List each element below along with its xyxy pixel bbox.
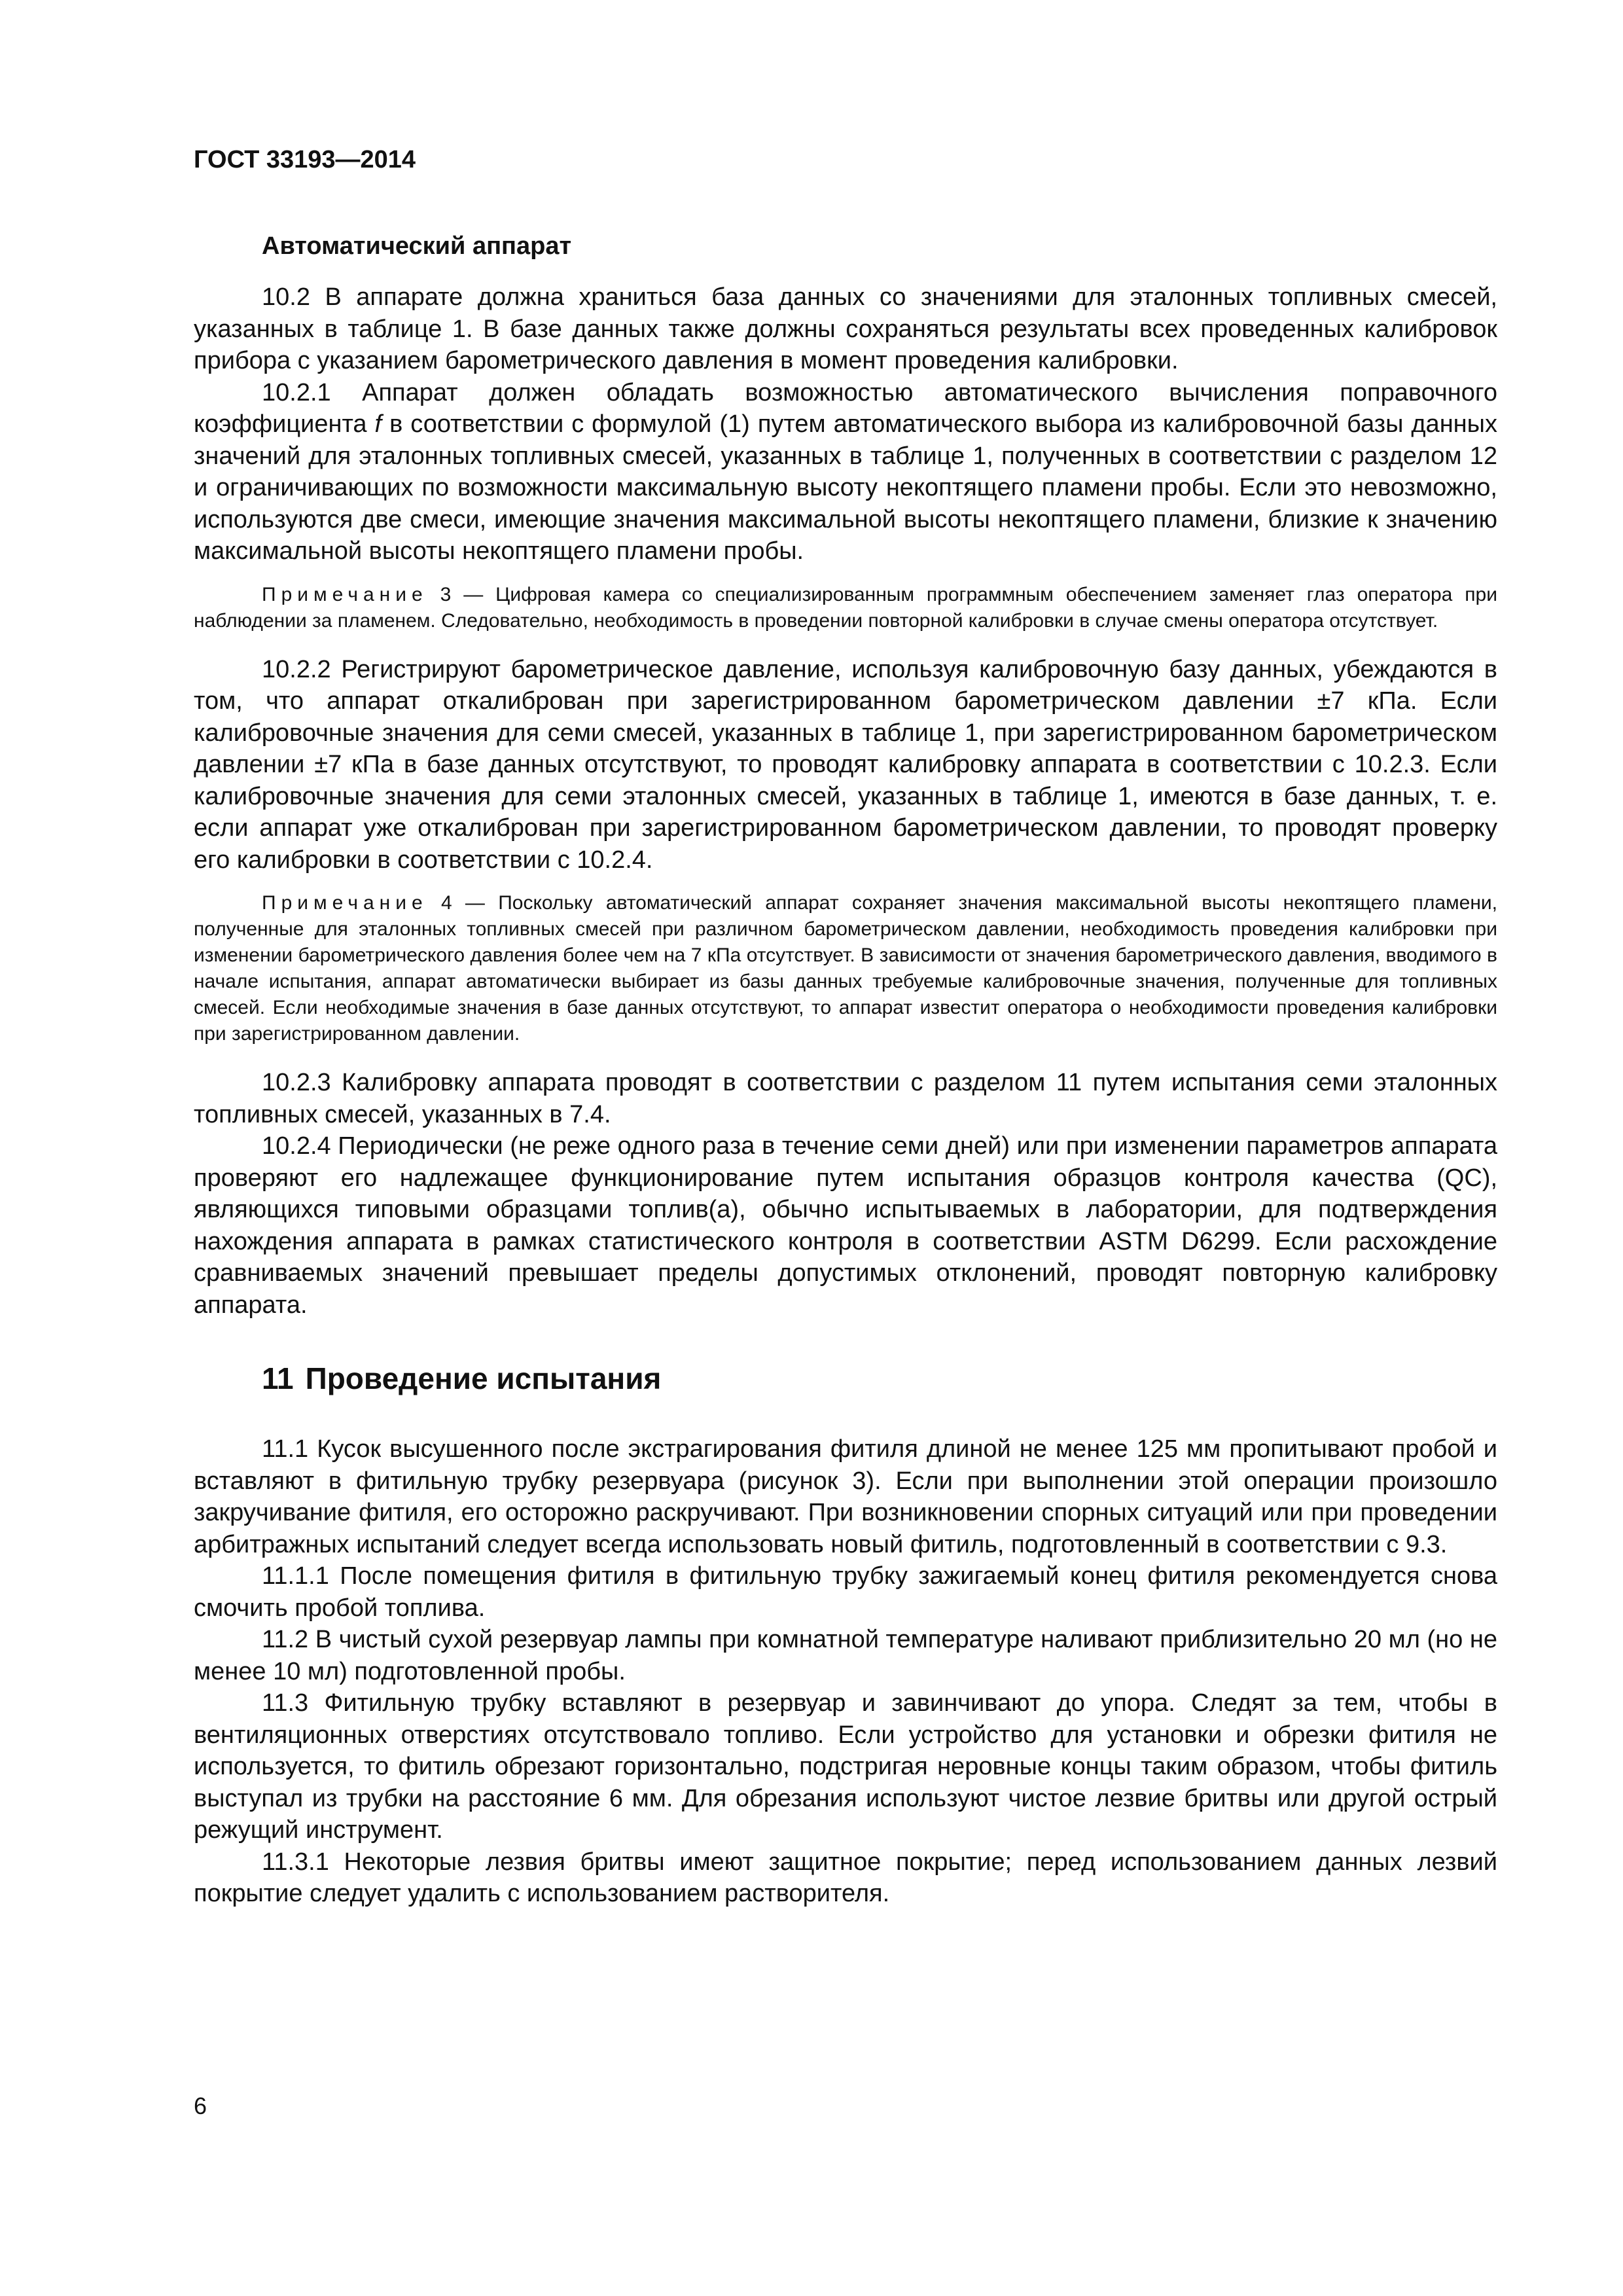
paragraph-10-2-1-after: в соответствии с формулой (1) путем автоматического выбора из калибровочной базы данных значений для эталонных топливных смесей, указанных в таблице 1, полученных в соответствии с разделом 12 и ограничивающих по возможности максимальную высоту некоптящего пламени пробы. Если это невозможно, используются две смеси, имеющие значения максимальной высоты некоптящего пламени, близкие к значению максимальной высоты некоптящего пламени пробы. [194,410,1497,565]
document-header: ГОСТ 33193—2014 [194,146,416,173]
section-11-number: 11 [262,1361,294,1395]
paragraph-10-2-4: 10.2.4 Периодически (не реже одного раза в течение семи дней) или при изменении параметров аппарата проверяют его надлежащее функционирование путем испытания образцов контроля качества (QC), являющихся типовыми образцами топлив(а), обычно испытываемых в лаборатории, для подтверждения нахождения аппарата в рамках статистического контроля в соответствии ASTM D6299. Если расхождение сравниваемых значений превышает пределы допустимых отклонений, проводят повторную калибровку аппарата. [194,1132,1497,1319]
note-3 [194,582,1497,634]
document-page [194,144,1497,1910]
paragraph-11-1: 11.1 Кусок высушенного после экстрагирования фитиля длиной не менее 125 мм пропитывают пробой и вставляют в фитильную трубку резервуара (рисунок 3). Если при выполнении этой операции произошло закручивание фитиля, его осторожно раскручивают. При возникновении спорных ситуаций или при проведении арбитражных испытаний следует всегда использовать новый фитиль, подготовленный в соответствии с 9.3. [194,1435,1497,1558]
note-4-text: 4 — Поскольку автоматический аппарат сохраняет значения максимальной высоты некоптящего пламени, полученные для эталонных топливных смесей при различном барометрическом давлении, необходимость проведения калибровки при изменении барометрического давления более чем на 7 кПа отсутствует. В зависимости от значения барометрического давления, вводимого в начале испытания, аппарат автоматически выбирает из базы данных требуемые калибровочные значения, полученные для топливных смесей. Если необходимые значения в базе данных отсутствуют, то аппарат известит оператора о необходимости проведения калибровки при зарегистрированном давлении. [194,892,1497,1045]
paragraph-11-3: 11.3 Фитильную трубку вставляют в резервуар и завинчивают до упора. Следят за тем, чтобы в вентиляционных отверстиях отсутствовало топливо. Если устройство для установки и обрезки фитиля не используется, то фитиль обрезают горизонтально, подстригая неровные концы таким образом, чтобы фитиль выступал из трубки на расстояние 6 мм. Для обрезания используют чистое лезвие бритвы или другой острый режущий инструмент. [194,1689,1497,1844]
paragraph-10-2-2: 10.2.2 Регистрируют барометрическое давление, используя калибровочную базу данных, убеждаются в том, что аппарат откалиброван при зарегистрированном барометрическом давлении ±7 кПа. Если калибровочные значения для семи смесей, указанных в таблице 1, при зарегистрированном барометрическом давлении ±7 кПа в базе данных отсутствуют, то проводят калибровку аппарата в соответствии с 10.2.3. Если калибровочные значения для семи эталонных смесей, указанных в таблице 1, имеются в базе данных, т. е. если аппарат уже откалиброван при зарегистрированном барометрическом давлении, то проводят проверку его калибровки в соответствии с 10.2.4. [194,655,1497,874]
paragraph-11-3-1: 11.3.1 Некоторые лезвия бритвы имеют защитное покрытие; перед использованием данных лезвий покрытие следует удалить с использованием растворителя. [194,1848,1497,1907]
note-3-text: 3 — Цифровая камера со специализированным программным обеспечением заменяет глаз оператора при наблюдении за пламенем. Следовательно, необходимость в проведении повторной калибровки в случае смены оператора отсутствует. [194,583,1497,632]
subheading-automatic-apparatus: Автоматический аппарат [262,232,572,260]
formula-symbol-f: f [374,410,382,438]
paragraph-10-2-3: 10.2.3 Калибровку аппарата проводят в соответствии с разделом 11 путем испытания семи эталонных топливных смесей, указанных в 7.4. [194,1069,1497,1128]
paragraph-10-2-1-before: 10.2.1 Аппарат должен обладать возможностью автоматического вычисления поправочного коэффициента [194,378,1497,438]
page-number: 6 [194,2092,207,2119]
note-4-label: Примечание [262,892,428,914]
paragraph-10-2-1 [194,377,1497,567]
paragraph-10-2: 10.2 В аппарате должна храниться база данных со значениями для эталонных топливных смесей, указанных в таблице 1. В базе данных также должны сохраняться результаты всех проведенных калибровок прибора с указанием барометрического давления в момент проведения калибровки. [194,283,1497,374]
paragraph-11-1-1: 11.1.1 После помещения фитиля в фитильную трубку зажигаемый конец фитиля рекомендуется снова смочить пробой топлива. [194,1562,1497,1622]
paragraph-11-2: 11.2 В чистый сухой резервуар лампы при комнатной температуре наливают приблизительно 20 мл (но не менее 10 мл) подготовленной пробы. [194,1626,1497,1685]
section-11-heading: Проведение испытания [305,1361,662,1395]
note-3-label: Примечание [262,583,428,605]
section-11-title [194,1360,1497,1397]
note-4 [194,890,1497,1047]
